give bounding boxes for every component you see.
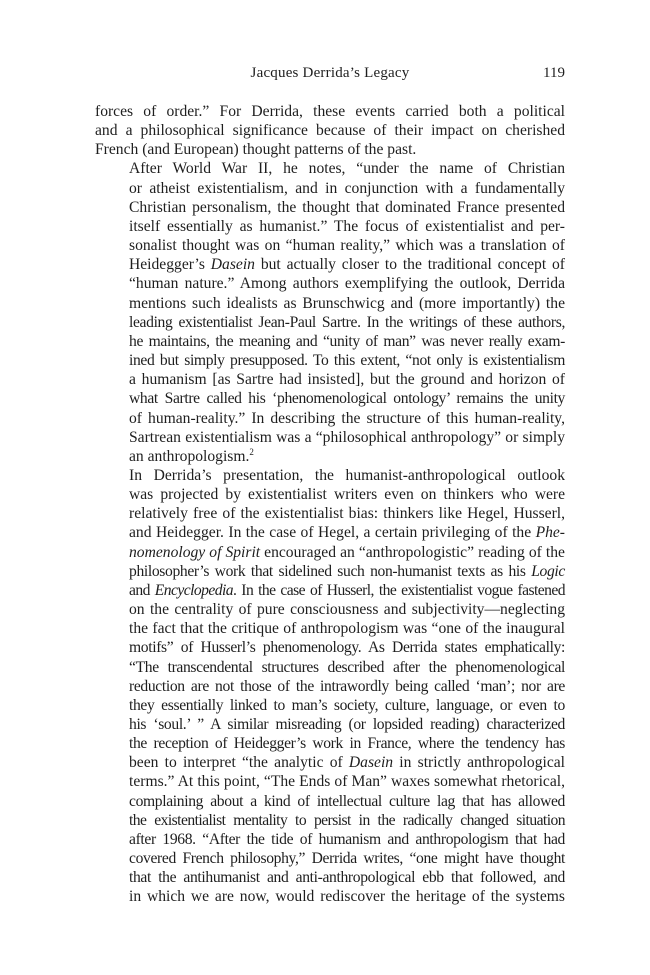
text-line xyxy=(95,753,565,772)
italic-term: Dasein xyxy=(348,754,394,772)
text-line xyxy=(95,523,565,542)
text-run: philosopher’s work that sidelined such non-humanist texts as his xyxy=(129,562,532,580)
paragraph-3 xyxy=(95,466,565,907)
text-line: ined but simply presupposed. To this extent, “not only is existentialism xyxy=(129,352,565,370)
text-line: the reception of Heidegger’s work in France, where the tendency has xyxy=(129,735,565,753)
italic-term: Dasein xyxy=(210,256,255,274)
text-line: he maintains, the meaning and “unity of man” was never really exam- xyxy=(129,332,565,350)
text-line: a humanism [as Sartre had insisted], but the ground and horizon of xyxy=(129,371,565,389)
text-line: that the antihumanist and anti-anthropological ebb that followed, and xyxy=(129,869,565,887)
text-line: relatively free of the existentialist bias: thinkers like Hegel, Husserl, xyxy=(129,505,565,523)
text-line: itself essentially as humanist.” The focus of existentialist and per- xyxy=(129,217,565,235)
italic-term: Phe- xyxy=(535,524,565,542)
running-head xyxy=(95,62,565,84)
text-run: been to interpret “the analytic of xyxy=(129,754,349,772)
text-run: in strictly anthropological xyxy=(393,754,565,772)
text-line: his ‘soul.’ ” A similar misreading (or lopsided reading) characterized xyxy=(129,716,565,733)
text-line: leading existentialist Jean-Paul Sartre. In the writings of these authors, xyxy=(129,313,565,331)
text-line: the fact that the critique of anthropologism was “one of the inaugural xyxy=(129,620,565,638)
paragraph-1 xyxy=(95,102,565,159)
text-line: or atheist existentialism, and in conjunction with a fundamentally xyxy=(129,179,565,197)
text-run: and xyxy=(129,581,155,599)
text-line xyxy=(95,255,565,274)
page-number: 119 xyxy=(543,65,565,81)
text-line: the existentialist mentality to persist in the radically changed situation xyxy=(129,811,565,829)
text-line: what Sartre called his ‘phenomenological ontology’ remains the unity xyxy=(129,390,565,408)
text-line: French (and European) thought patterns of the past. xyxy=(95,141,417,159)
text-line: motifs” of Husserl’s phenomenology. As Derrida states emphatically: xyxy=(129,639,565,657)
text-line xyxy=(95,447,565,466)
text-line: mentions such idealists as Brunschwicg and (more importantly) the xyxy=(129,294,565,312)
text-run: but actually closer to the traditional concept of xyxy=(254,256,565,274)
italic-term: Encyclopedia xyxy=(154,581,234,599)
text-line: Sartrean existentialism was a “philosophical anthropology” or simply xyxy=(129,428,565,446)
text-line xyxy=(95,562,565,581)
text-line: “The transcendental structures described after the phenomenological xyxy=(129,658,565,676)
text-line: complaining about a kind of intellectual culture lag that has allowed xyxy=(129,792,565,810)
footnote-marker: 2 xyxy=(249,446,254,457)
text-line: was projected by existentialist writers even on thinkers who were xyxy=(129,486,565,504)
running-title: Jacques Derrida’s Legacy xyxy=(250,65,410,81)
text-line: they essentially linked to man’s society, culture, language, or even to xyxy=(129,696,565,714)
body-text xyxy=(95,102,565,907)
text-line: reduction are not those of the intrawordly being called ‘man’; nor are xyxy=(129,677,565,695)
text-line: “human nature.” Among authors exemplifying the outlook, Derrida xyxy=(129,275,565,293)
paragraph-2 xyxy=(95,159,565,466)
text-line xyxy=(95,581,565,600)
text-line: covered French philosophy,” Derrida writes, “one might have thought xyxy=(129,850,565,868)
text-line: After World War II, he notes, “under the name of Christian xyxy=(129,160,565,178)
text-run: an anthropologism. xyxy=(129,447,250,465)
text-line xyxy=(95,543,565,562)
text-run: . In the case of Husserl, the existentialist vogue fastened xyxy=(233,581,565,599)
text-line: Christian personalism, the thought that dominated France presented xyxy=(129,198,565,216)
text-line: of human-reality.” In describing the structure of this human-reality, xyxy=(129,409,565,427)
text-line: terms.” At this point, “The Ends of Man” waxes somewhat rhetorical, xyxy=(129,773,565,791)
italic-term: nomenology of Spirit xyxy=(129,543,261,561)
text-line: and a philosophical significance because of their impact on cherished xyxy=(95,122,565,140)
text-line: in which we are now, would rediscover the heritage of the systems xyxy=(129,888,565,906)
text-run: and Heidegger. In the case of Hegel, a certain privileging of the xyxy=(129,524,536,542)
text-line: In Derrida’s presentation, the humanist-anthropological outlook xyxy=(129,466,565,484)
text-line: after 1968. “After the tide of humanism and anthropologism that had xyxy=(129,830,565,848)
text-line: on the centrality of pure consciousness and subjectivity—neglecting xyxy=(129,601,565,619)
text-run: Heidegger’s xyxy=(129,256,211,274)
italic-term: Logic xyxy=(531,562,565,580)
text-line: sonalist thought was on “human reality,” which was a translation of xyxy=(129,237,565,255)
text-line: forces of order.” For Derrida, these events carried both a political xyxy=(95,103,565,120)
text-run: encouraged an “anthropologistic” reading of the xyxy=(260,543,565,561)
